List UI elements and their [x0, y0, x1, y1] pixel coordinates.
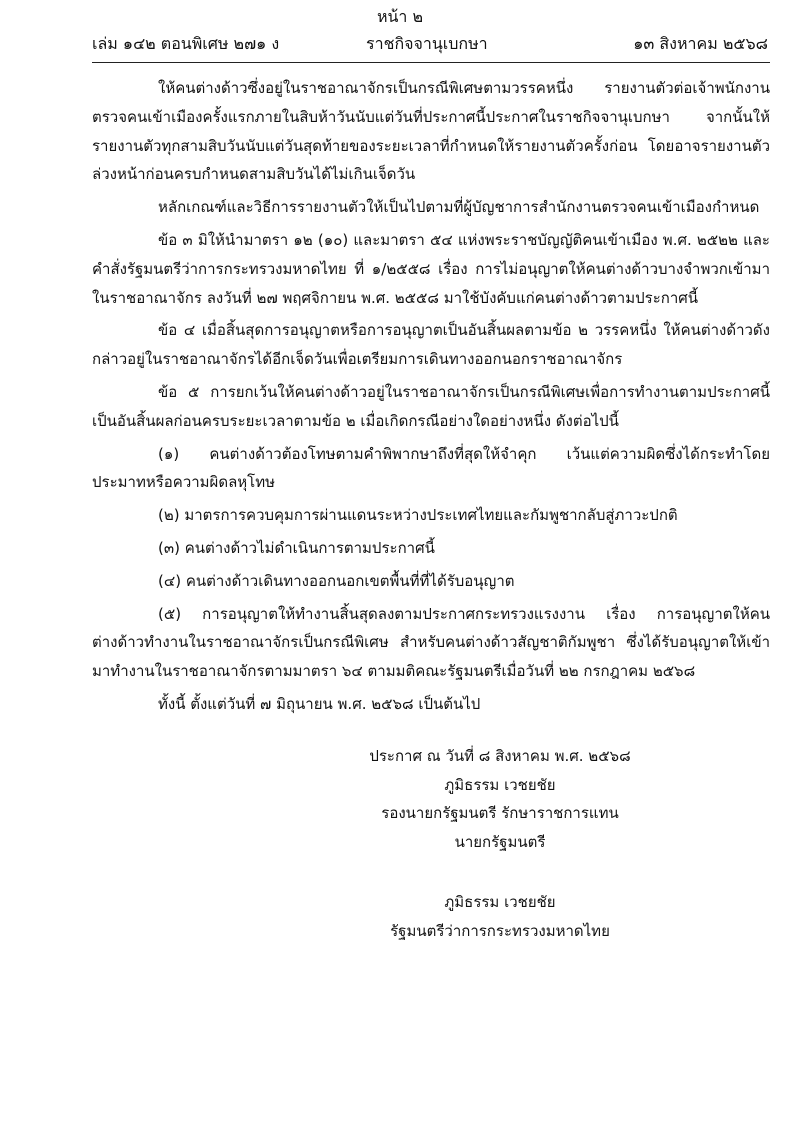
header-divider [92, 62, 770, 63]
announce-date: ประกาศ ณ วันที่ ๘ สิงหาคม พ.ศ. ๒๕๖๘ [369, 747, 631, 765]
header-gazette-name: ราชกิจจานุเบกษา [366, 34, 488, 53]
paragraph-item-5: (๕) การอนุญาตให้ทำงานสิ้นสุดลงตามประกาศกระทรวงแรงงาน เรื่อง การอนุญาตให้คนต่างด้าวทำงานในราชอาณาจักรเป็นกรณีพิเศษ สำหรับคนต่างด้าวสัญชาติกัมพูชา ซึ่งได้รับอนุญาตให้เข้ามาทำงานในราชอาณาจักรตามมาตรา ๖๔ ตามมติคณะรัฐมนตรีเมื่อวันที่ ๒๒ กรกฎาคม ๒๕๖๘ [92, 604, 770, 681]
paragraph-item-2: (๒) มาตรการควบคุมการผ่านแดนระหว่างประเทศไทยและกัมพูชากลับสู่ภาวะปกติ [158, 506, 678, 525]
gazette-header [92, 33, 768, 57]
signatory-name: ภูมิธรรม เวชยชัย [444, 775, 556, 794]
paragraph-item-1: (๑) คนต่างด้าวต้องโทษตามคำพิพากษาถึงที่สุดให้จำคุก เว้นแต่ความผิดซึ่งได้กระทำโดยประมาทหรือความผิดลหุโทษ [92, 444, 770, 492]
paragraph-reporting: ให้คนต่างด้าวซึ่งอยู่ในราชอาณาจักรเป็นกรณีพิเศษตามวรรคหนึ่ง รายงานตัวต่อเจ้าพนักงานตรวจคนเข้าเมืองครั้งแรกภายในสิบห้าวันนับแต่วันที่ประกาศนี้ประกาศในราชกิจจานุเบกษา จากนั้นให้รายงานตัวทุกสามสิบวันนับแต่วันสุดท้ายของระยะเวลาที่กำหนดให้รายงานตัวครั้งก่อน โดยอาจรายงานตัวล่วงหน้าก่อนครบกำหนดสามสิบวันได้ไม่เกินเจ็ดวัน [92, 79, 770, 184]
paragraph-reporting-rules: หลักเกณฑ์และวิธีการรายงานตัวให้เป็นไปตามที่ผู้บัญชาการสำนักงานตรวจคนเข้าเมืองกำหนด [158, 198, 760, 217]
page-number: หน้า ๒ [376, 7, 424, 26]
paragraph-clause-3: ข้อ ๓ มิให้นำมาตรา ๑๒ (๑๐) และมาตรา ๕๔ แห่งพระราชบัญญัติคนเข้าเมือง พ.ศ. ๒๕๒๒ และคำสั่งรัฐมนตรีว่าการกระทรวงมหาดไทย ที่ ๑/๒๕๕๘ เรื่อง การไม่อนุญาตให้คนต่างด้าวบางจำพวกเข้ามาในราชอาณาจักร ลงวันที่ ๒๗ พฤศจิกายน พ.ศ. ๒๕๕๘ มาใช้บังคับแก่คนต่างด้าวตามประกาศนี้ [92, 230, 770, 307]
announcement-body [92, 74, 770, 723]
signatory-name: ภูมิธรรม เวชยชัย [444, 893, 556, 911]
signatory-position: รัฐมนตรีว่าการกระทรวงมหาดไทย [390, 921, 610, 940]
paragraph-clause-5: ข้อ ๕ การยกเว้นให้คนต่างด้าวอยู่ในราชอาณาจักรเป็นกรณีพิเศษเพื่อการทำงานตามประกาศนี้เป็นอันสิ้นผลก่อนครบระยะเวลาตามข้อ ๒ เมื่อเกิดกรณีอย่างใดอย่างหนึ่ง ดังต่อไปนี้ [92, 382, 770, 430]
paragraph-clause-4: ข้อ ๔ เมื่อสิ้นสุดการอนุญาตหรือการอนุญาตเป็นอันสิ้นผลตามข้อ ๒ วรรคหนึ่ง ให้คนต่างด้าวดังกล่าวอยู่ในราชอาณาจักรได้อีกเจ็ดวันเพื่อเตรียมการเดินทางออกนอกราชอาณาจักร [92, 321, 770, 369]
paragraph-effective-date: ทั้งนี้ ตั้งแต่วันที่ ๗ มิถุนายน พ.ศ. ๒๕๖๘ เป็นต้นไป [158, 694, 481, 713]
signatory-title: นายกรัฐมนตรี [454, 832, 546, 851]
paragraph-item-4: (๔) คนต่างด้าวเดินทางออกนอกเขตพื้นที่ที่ได้รับอนุญาต [158, 571, 515, 590]
header-volume-issue: เล่ม ๑๔๒ ตอนพิเศษ ๒๗๑ ง [92, 34, 280, 53]
signature-block-interior-minister [320, 888, 680, 945]
signatory-position: รองนายกรัฐมนตรี รักษาราชการแทน [381, 804, 619, 823]
header-date: ๑๓ สิงหาคม ๒๕๖๘ [633, 34, 768, 53]
signature-block-deputy-pm [320, 742, 680, 856]
paragraph-item-3: (๓) คนต่างด้าวไม่ดำเนินการตามประกาศนี้ [158, 538, 435, 557]
